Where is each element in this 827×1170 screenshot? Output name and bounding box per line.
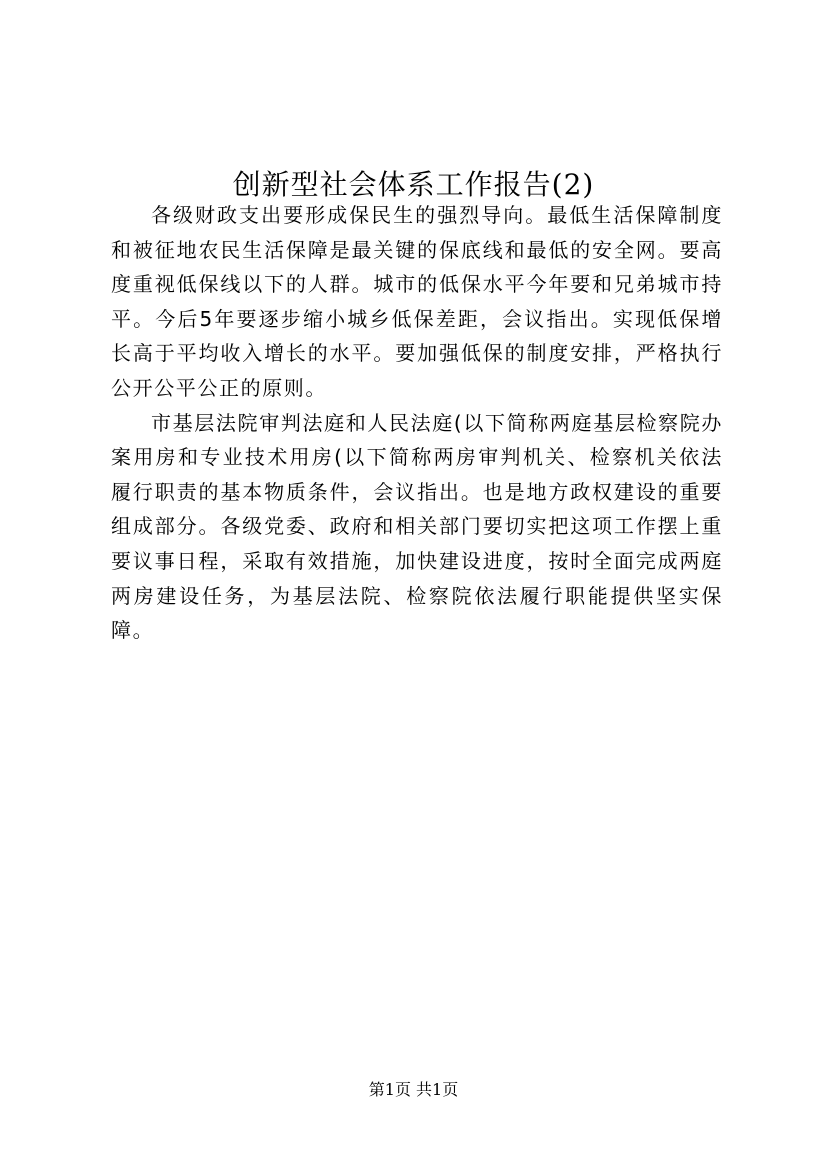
paragraph-1: 各级财政支出要形成保民生的强烈导向。最低生活保障制度和被征地农民生活保障是最关键的保底线和最低的安全网。要高度重视低保线以下的人群。城市的低保水平今年要和兄弟城市持平。今后5年要逐步缩小城乡低保差距，会议指出。实现低保增长高于平均收入增长的水平。要加强低保的制度安排，严格执行公开公平公正的原则。: [111, 203, 723, 400]
page-number-footer: 第1页 共1页: [368, 1080, 459, 1099]
paragraph-2: 市基层法院审判法庭和人民法庭(以下简称两庭基层检察院办案用房和专业技术用房(以下简称两房审判机关、检察机关依法履行职责的基本物质条件，会议指出。也是地方政权建设的重要组成部分。各级党委、政府和相关部门要切实把这项工作摆上重要议事日程，采取有效措施，加快建设进度，按时全面完成两庭两房建设任务，为基层法院、检察院依法履行职能提供坚实保障。: [111, 410, 723, 643]
document-body: [111, 198, 723, 648]
document-title: 创新型社会体系工作报告(2): [232, 167, 595, 201]
